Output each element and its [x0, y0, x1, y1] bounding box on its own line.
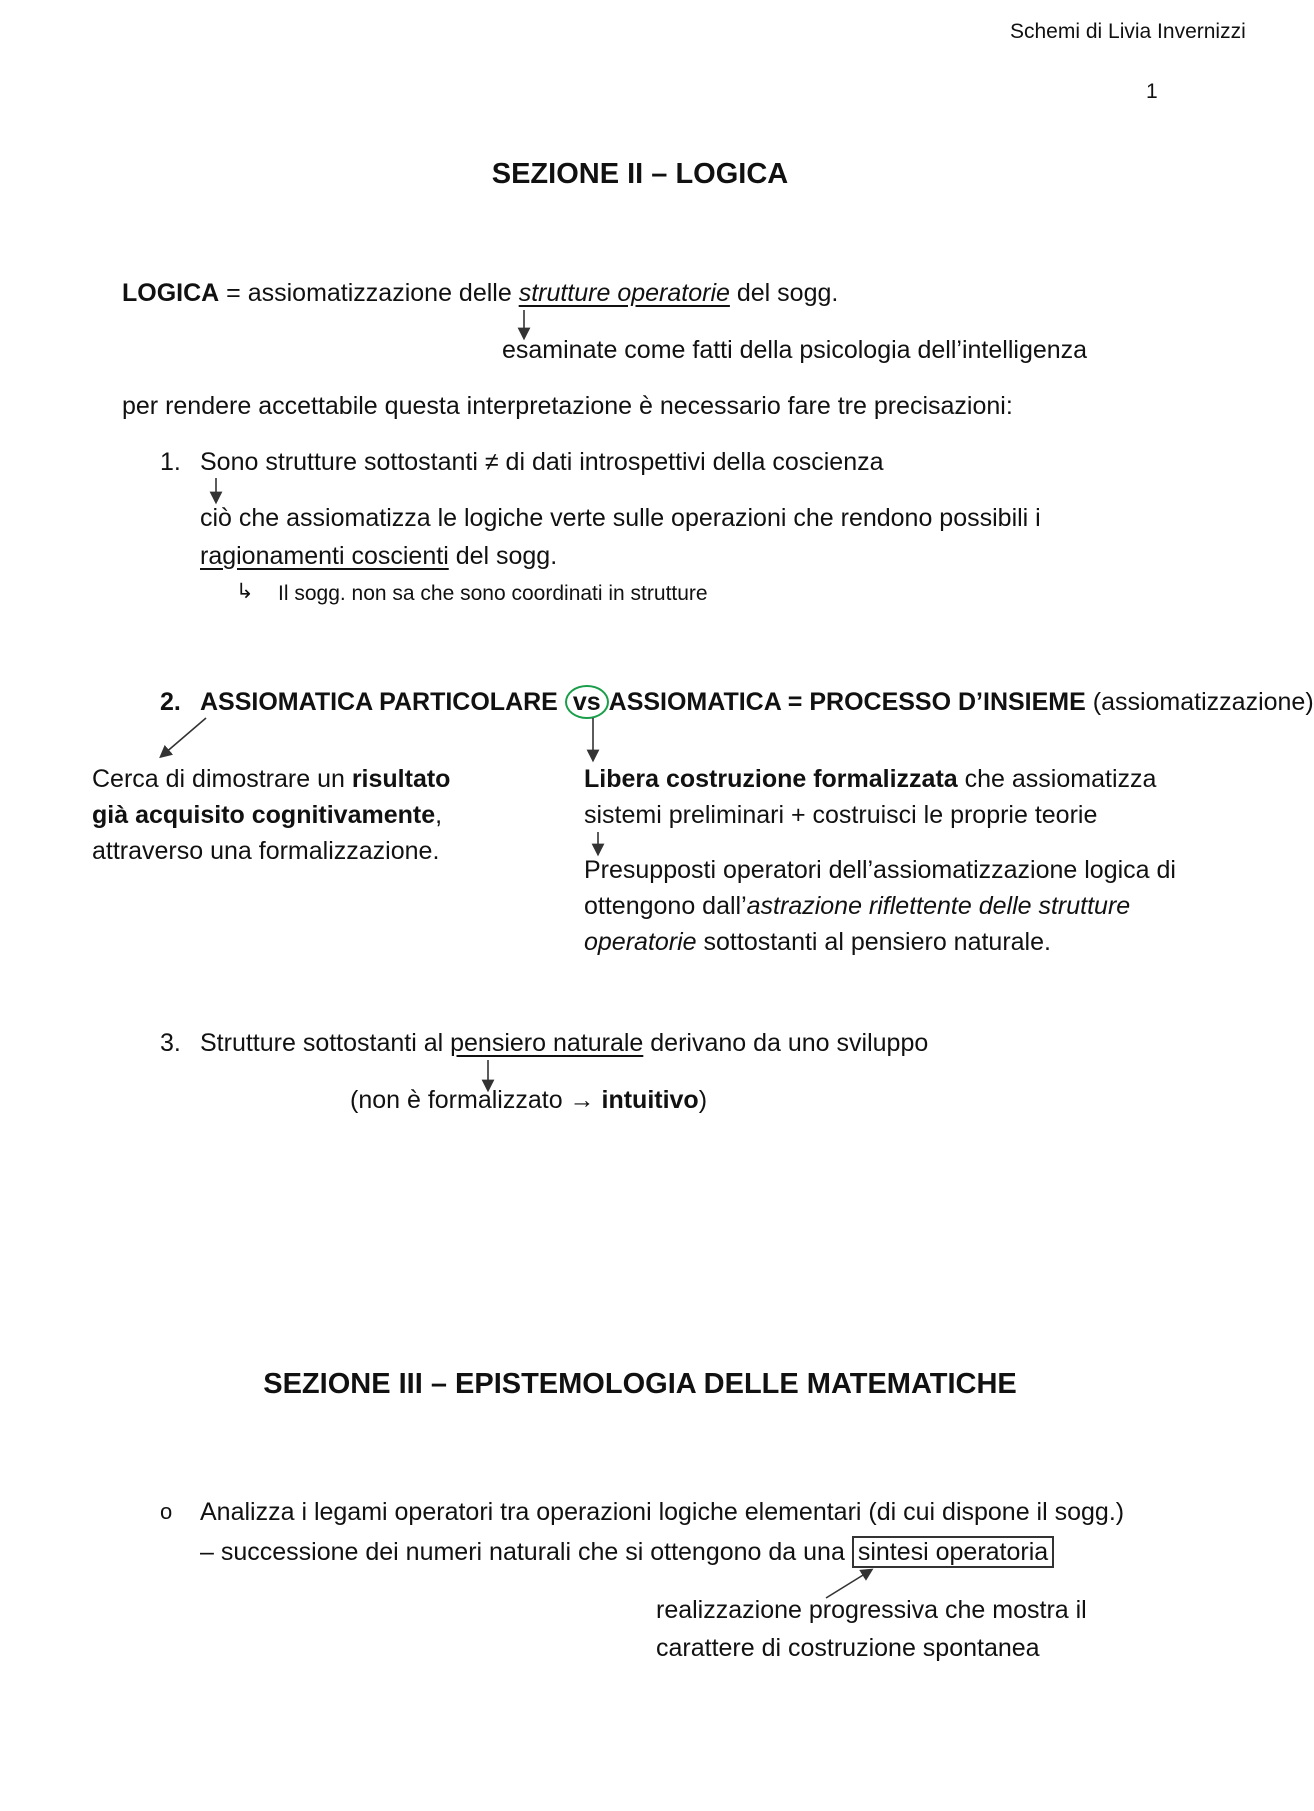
- intro-line: per rendere accettabile questa interpretazione è necessario fare tre precisazioni:: [122, 392, 1013, 420]
- point-2-headline: ASSIOMATICA PARTICOLARE vs ASSIOMATICA = PROCESSO D’INSIEME (assiomatizzazione): [200, 684, 1314, 720]
- assiomatica-insieme: ASSIOMATICA = PROCESSO D’INSIEME: [608, 688, 1086, 716]
- sintesi-operatoria-box: sintesi operatoria: [852, 1536, 1054, 1568]
- bullet-icon: o: [160, 1499, 173, 1524]
- right-arrow-icon: →: [569, 1086, 595, 1114]
- right-col-line3: Presupposti operatori dell’assiomatizzazione logica di: [584, 856, 1176, 884]
- assiomatica-particolare: ASSIOMATICA PARTICOLARE: [200, 688, 558, 716]
- section-3-title: SEZIONE III – EPISTEMOLOGIA DELLE MATEMATICHE: [263, 1368, 1017, 1400]
- point-2-number: 2.: [160, 688, 181, 716]
- vs-circle: vs: [565, 685, 609, 719]
- point-1-line2: ciò che assiomatizza le logiche verte sulle operazioni che rendono possibili i: [200, 504, 1041, 532]
- section-2-title: SEZIONE II – LOGICA: [491, 158, 789, 190]
- right-col-line5: operatorie sottostanti al pensiero naturale.: [584, 928, 1051, 956]
- point-1-note-arrow: ↳: [236, 580, 254, 603]
- right-col-line4: ottengono dall’astrazione riflettente delle strutture: [584, 892, 1131, 920]
- point-1-text: Sono strutture sottostanti ≠ di dati introspettivi della coscienza: [200, 448, 884, 476]
- arrow-sintesi: [826, 1572, 868, 1598]
- logica-term: LOGICA: [122, 279, 220, 307]
- left-col-line2: già acquisito cognitivamente,: [92, 801, 443, 829]
- arrow-point2-left: [164, 718, 206, 754]
- right-col-line1: Libera costruzione formalizzata che assiomatizza: [584, 765, 1157, 793]
- section-3-note2: carattere di costruzione spontanea: [656, 1634, 1040, 1662]
- section-3-line1: Analizza i legami operatori tra operazioni logiche elementari (di cui dispone il sogg.): [200, 1498, 1125, 1526]
- strutture-operatorie: strutture operatorie: [518, 279, 730, 307]
- logica-definition: LOGICA = assiomatizzazione delle strutture operatorie del sogg.: [122, 279, 839, 307]
- point-1-note: Il sogg. non sa che sono coordinati in strutture: [278, 582, 708, 605]
- author-header: Schemi di Livia Invernizzi: [1010, 20, 1246, 43]
- pensiero-naturale: pensiero naturale: [450, 1029, 644, 1057]
- section-3-line2: – successione dei numeri naturali che si ottengono da una sintesi operatoria: [200, 1534, 1054, 1570]
- logica-subline: esaminate come fatti della psicologia dell’intelligenza: [502, 336, 1088, 364]
- section-3-note1: realizzazione progressiva che mostra il: [656, 1596, 1087, 1624]
- point-3-number: 3.: [160, 1029, 181, 1057]
- point-1-number: 1.: [160, 448, 181, 476]
- left-col-line1: Cerca di dimostrare un risultato: [92, 765, 451, 793]
- page-number: 1: [1146, 80, 1158, 103]
- left-col-line3: attraverso una formalizzazione.: [92, 837, 440, 865]
- point-3-text: Strutture sottostanti al pensiero naturale derivano da uno sviluppo: [200, 1029, 929, 1057]
- point-1-line3: ragionamenti coscienti del sogg.: [200, 542, 558, 570]
- right-col-line2: sistemi preliminari + costruisci le proprie teorie: [584, 801, 1098, 829]
- point-3-subline: (non è formalizzato → intuitivo): [350, 1086, 708, 1114]
